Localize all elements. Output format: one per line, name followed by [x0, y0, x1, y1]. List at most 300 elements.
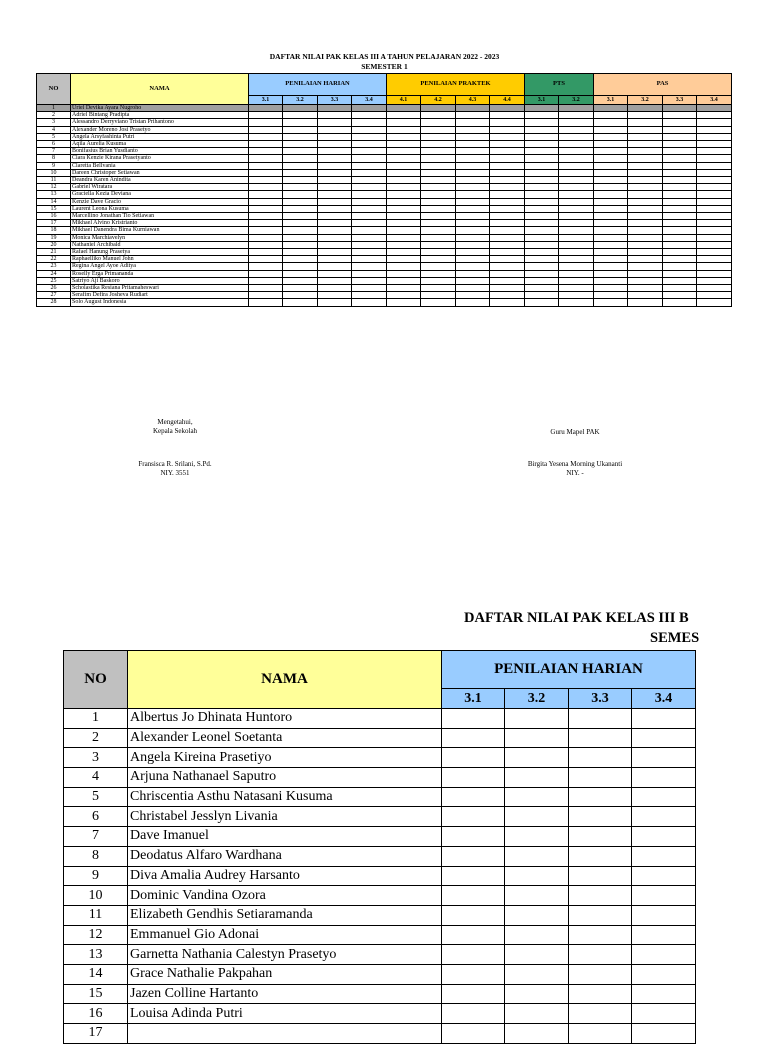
grade-cell[interactable]: [490, 184, 525, 191]
cell-no[interactable]: 12: [64, 925, 128, 945]
grade-cell[interactable]: [594, 198, 628, 205]
grade-cell[interactable]: [318, 220, 352, 227]
grade-cell[interactable]: [559, 105, 594, 112]
grade-cell[interactable]: [352, 148, 387, 155]
cell-name[interactable]: Aqila Aurelia Kusuma: [71, 141, 249, 148]
cell-no[interactable]: 1: [64, 709, 128, 729]
grade-cell[interactable]: [525, 148, 559, 155]
grade-cell[interactable]: [525, 169, 559, 176]
grade-cell[interactable]: [559, 263, 594, 270]
grade-cell[interactable]: [697, 112, 732, 119]
grade-cell[interactable]: [697, 220, 732, 227]
grade-cell[interactable]: [421, 184, 456, 191]
grade-cell[interactable]: [249, 292, 283, 299]
grade-cell[interactable]: [442, 925, 505, 945]
table-row[interactable]: [37, 119, 732, 126]
grade-cell[interactable]: [697, 105, 732, 112]
grade-cell[interactable]: [663, 256, 697, 263]
grade-cell[interactable]: [663, 177, 697, 184]
grade-cell[interactable]: [505, 807, 569, 827]
grade-cell[interactable]: [628, 198, 663, 205]
grade-cell[interactable]: [249, 299, 283, 306]
grade-cell[interactable]: [456, 141, 490, 148]
grade-cell[interactable]: [387, 148, 421, 155]
cell-name[interactable]: Mikhael Danendra Bima Kurniawan: [71, 227, 249, 234]
grade-cell[interactable]: [569, 827, 632, 847]
cell-name[interactable]: Albertus Jo Dhinata Huntoro: [128, 709, 442, 729]
grade-cell[interactable]: [505, 728, 569, 748]
grade-cell[interactable]: [249, 112, 283, 119]
grade-cell[interactable]: [490, 105, 525, 112]
table-row[interactable]: [37, 277, 732, 284]
grade-cell[interactable]: [632, 984, 696, 1004]
table-row[interactable]: [37, 213, 732, 220]
grade-cell[interactable]: [628, 285, 663, 292]
grade-cell[interactable]: [352, 205, 387, 212]
grade-cell[interactable]: [456, 184, 490, 191]
header-no[interactable]: NO: [64, 651, 128, 709]
cell-no[interactable]: 4: [37, 126, 71, 133]
grade-cell[interactable]: [456, 299, 490, 306]
grade-cell[interactable]: [594, 292, 628, 299]
grade-cell[interactable]: [249, 241, 283, 248]
cell-no[interactable]: 1: [37, 105, 71, 112]
grade-cell[interactable]: [387, 184, 421, 191]
grade-cell[interactable]: [490, 277, 525, 284]
grade-cell[interactable]: [697, 162, 732, 169]
grade-cell[interactable]: [352, 213, 387, 220]
grade-cell[interactable]: [525, 205, 559, 212]
grade-cell[interactable]: [663, 133, 697, 140]
grade-cell[interactable]: [569, 1004, 632, 1024]
grade-cell[interactable]: [569, 748, 632, 768]
cell-name[interactable]: Dareen Christoper Setiawan: [71, 169, 249, 176]
grade-cell[interactable]: [249, 263, 283, 270]
grade-cell[interactable]: [283, 141, 318, 148]
grade-cell[interactable]: [421, 119, 456, 126]
grade-cell[interactable]: [559, 177, 594, 184]
grade-cell[interactable]: [387, 213, 421, 220]
cell-name[interactable]: Monica Marchiavelyn: [71, 234, 249, 241]
grade-cell[interactable]: [318, 191, 352, 198]
grade-cell[interactable]: [456, 105, 490, 112]
grade-cell[interactable]: [628, 112, 663, 119]
cell-no[interactable]: 8: [37, 155, 71, 162]
grade-cell[interactable]: [456, 234, 490, 241]
grade-cell[interactable]: [283, 220, 318, 227]
grade-cell[interactable]: [421, 105, 456, 112]
grade-cell[interactable]: [318, 169, 352, 176]
grade-cell[interactable]: [249, 155, 283, 162]
grade-cell[interactable]: [663, 234, 697, 241]
table-row[interactable]: [64, 886, 696, 906]
grade-cell[interactable]: [456, 177, 490, 184]
grade-cell[interactable]: [697, 256, 732, 263]
cell-no[interactable]: 14: [64, 964, 128, 984]
grade-cell[interactable]: [632, 964, 696, 984]
grade-cell[interactable]: [663, 162, 697, 169]
grade-cell[interactable]: [387, 119, 421, 126]
grade-cell[interactable]: [525, 133, 559, 140]
grade-cell[interactable]: [628, 234, 663, 241]
cell-no[interactable]: 18: [37, 227, 71, 234]
header-nama[interactable]: NAMA: [128, 651, 442, 709]
grade-cell[interactable]: [456, 220, 490, 227]
grade-cell[interactable]: [569, 945, 632, 965]
grade-cell[interactable]: [663, 126, 697, 133]
grade-cell[interactable]: [525, 162, 559, 169]
grade-cell[interactable]: [283, 119, 318, 126]
grade-cell[interactable]: [387, 141, 421, 148]
grade-cell[interactable]: [421, 205, 456, 212]
grade-cell[interactable]: [569, 846, 632, 866]
cell-name[interactable]: Jazen Colline Hartanto: [128, 984, 442, 1004]
grade-cell[interactable]: [318, 205, 352, 212]
grade-cell[interactable]: [249, 126, 283, 133]
grade-cell[interactable]: [697, 270, 732, 277]
table-row[interactable]: [37, 133, 732, 140]
cell-name[interactable]: Emmanuel Gio Adonai: [128, 925, 442, 945]
cell-name[interactable]: Roselly Erga Primananda: [71, 270, 249, 277]
grade-cell[interactable]: [283, 191, 318, 198]
cell-no[interactable]: 21: [37, 249, 71, 256]
grade-cell[interactable]: [559, 227, 594, 234]
grade-cell[interactable]: [421, 148, 456, 155]
grade-cell[interactable]: [594, 241, 628, 248]
grade-cell[interactable]: [456, 148, 490, 155]
cell-name[interactable]: Dominic Vandina Ozora: [128, 886, 442, 906]
grade-cell[interactable]: [387, 285, 421, 292]
cell-no[interactable]: 2: [64, 728, 128, 748]
grade-cell[interactable]: [249, 213, 283, 220]
grade-cell[interactable]: [697, 292, 732, 299]
grade-cell[interactable]: [559, 270, 594, 277]
grade-cell[interactable]: [628, 292, 663, 299]
grade-cell[interactable]: [697, 141, 732, 148]
grade-cell[interactable]: [490, 213, 525, 220]
grade-cell[interactable]: [283, 198, 318, 205]
grade-cell[interactable]: [505, 827, 569, 847]
grade-cell[interactable]: [697, 155, 732, 162]
cell-no[interactable]: 11: [37, 177, 71, 184]
grade-cell[interactable]: [697, 227, 732, 234]
grade-cell[interactable]: [697, 285, 732, 292]
grade-cell[interactable]: [594, 105, 628, 112]
grade-cell[interactable]: [505, 984, 569, 1004]
grade-cell[interactable]: [490, 148, 525, 155]
grade-cell[interactable]: [628, 133, 663, 140]
grade-cell[interactable]: [559, 119, 594, 126]
grade-cell[interactable]: [283, 112, 318, 119]
cell-name[interactable]: Kenzie Dave Gracio: [71, 198, 249, 205]
grade-cell[interactable]: [697, 249, 732, 256]
table-row[interactable]: [37, 162, 732, 169]
grade-cell[interactable]: [318, 270, 352, 277]
grade-cell[interactable]: [283, 256, 318, 263]
header-nama[interactable]: NAMA: [71, 74, 249, 105]
grade-cell[interactable]: [352, 162, 387, 169]
grade-cell[interactable]: [456, 191, 490, 198]
grade-cell[interactable]: [663, 249, 697, 256]
grade-cell[interactable]: [318, 292, 352, 299]
grade-cell[interactable]: [352, 198, 387, 205]
table-row[interactable]: [64, 1024, 696, 1044]
grade-cell[interactable]: [663, 205, 697, 212]
grade-cell[interactable]: [490, 126, 525, 133]
table-row[interactable]: [37, 227, 732, 234]
grade-cell[interactable]: [559, 169, 594, 176]
grade-cell[interactable]: [663, 105, 697, 112]
grade-cell[interactable]: [283, 184, 318, 191]
cell-name[interactable]: Raphaelliko Manuel John: [71, 256, 249, 263]
grade-cell[interactable]: [249, 133, 283, 140]
cell-no[interactable]: 7: [64, 827, 128, 847]
grade-cell[interactable]: [632, 925, 696, 945]
grade-cell[interactable]: [456, 205, 490, 212]
cell-name[interactable]: Satriyo Aji Baskoro: [71, 277, 249, 284]
grade-cell[interactable]: [442, 748, 505, 768]
grade-cell[interactable]: [697, 277, 732, 284]
grade-cell[interactable]: [594, 119, 628, 126]
grade-cell[interactable]: [663, 213, 697, 220]
grade-cell[interactable]: [525, 249, 559, 256]
grade-cell[interactable]: [490, 205, 525, 212]
grade-cell[interactable]: [559, 285, 594, 292]
grade-cell[interactable]: [632, 1004, 696, 1024]
table-row[interactable]: [64, 827, 696, 847]
grade-cell[interactable]: [559, 133, 594, 140]
grade-cell[interactable]: [318, 256, 352, 263]
grade-cell[interactable]: [505, 1024, 569, 1044]
sub-header[interactable]: 3.1: [594, 96, 628, 105]
grade-cell[interactable]: [249, 285, 283, 292]
grade-cell[interactable]: [318, 119, 352, 126]
grade-cell[interactable]: [697, 241, 732, 248]
grade-cell[interactable]: [387, 191, 421, 198]
cell-no[interactable]: 9: [37, 162, 71, 169]
table-row[interactable]: [37, 191, 732, 198]
grade-cell[interactable]: [352, 220, 387, 227]
grade-cell[interactable]: [456, 270, 490, 277]
grade-cell[interactable]: [283, 263, 318, 270]
grade-cell[interactable]: [283, 277, 318, 284]
grade-cell[interactable]: [569, 787, 632, 807]
grade-cell[interactable]: [442, 984, 505, 1004]
grade-cell[interactable]: [442, 807, 505, 827]
grade-cell[interactable]: [632, 748, 696, 768]
grade-cell[interactable]: [318, 263, 352, 270]
grade-cell[interactable]: [628, 263, 663, 270]
grade-cell[interactable]: [387, 198, 421, 205]
grade-cell[interactable]: [249, 227, 283, 234]
grade-cell[interactable]: [456, 169, 490, 176]
grade-cell[interactable]: [387, 133, 421, 140]
cell-no[interactable]: 24: [37, 270, 71, 277]
grade-cell[interactable]: [352, 249, 387, 256]
grade-cell[interactable]: [663, 141, 697, 148]
grade-cell[interactable]: [663, 285, 697, 292]
grade-cell[interactable]: [594, 169, 628, 176]
grade-cell[interactable]: [697, 263, 732, 270]
grade-cell[interactable]: [559, 126, 594, 133]
cell-no[interactable]: 11: [64, 905, 128, 925]
grade-cell[interactable]: [442, 1004, 505, 1024]
cell-name[interactable]: Alexander Leonel Soetanta: [128, 728, 442, 748]
grade-cell[interactable]: [663, 270, 697, 277]
cell-no[interactable]: 26: [37, 285, 71, 292]
sub-header[interactable]: 3.3: [569, 689, 632, 709]
cell-name[interactable]: Alessandro Derryviano Tristan Prihantono: [71, 119, 249, 126]
grade-cell[interactable]: [628, 177, 663, 184]
cell-name[interactable]: Scholastika Resiana Pritamaheswari: [71, 285, 249, 292]
grade-cell[interactable]: [318, 148, 352, 155]
grade-cell[interactable]: [283, 105, 318, 112]
grade-cell[interactable]: [352, 169, 387, 176]
grade-cell[interactable]: [559, 162, 594, 169]
grade-cell[interactable]: [249, 220, 283, 227]
grade-cell[interactable]: [490, 141, 525, 148]
grade-cell[interactable]: [421, 220, 456, 227]
grade-cell[interactable]: [628, 148, 663, 155]
cell-name[interactable]: Serafim Defira Josheva Rudiart: [71, 292, 249, 299]
grade-cell[interactable]: [318, 162, 352, 169]
grade-cell[interactable]: [632, 945, 696, 965]
grade-cell[interactable]: [663, 227, 697, 234]
header-penilaian-harian[interactable]: PENILAIAN HARIAN: [249, 74, 387, 96]
grade-cell[interactable]: [525, 198, 559, 205]
cell-no[interactable]: 15: [37, 205, 71, 212]
grade-cell[interactable]: [628, 220, 663, 227]
grade-cell[interactable]: [456, 133, 490, 140]
cell-name[interactable]: Uriel Devika Ayara Nugroho: [71, 105, 249, 112]
grade-cell[interactable]: [632, 866, 696, 886]
grade-cell[interactable]: [249, 162, 283, 169]
grade-cell[interactable]: [490, 270, 525, 277]
grade-cell[interactable]: [249, 191, 283, 198]
cell-name[interactable]: Deodatus Alfaro Wardhana: [128, 846, 442, 866]
header-penilaian-praktek[interactable]: PENILAIAN PRAKTEK: [387, 74, 525, 96]
grade-cell[interactable]: [628, 191, 663, 198]
grade-cell[interactable]: [594, 148, 628, 155]
grade-cell[interactable]: [628, 155, 663, 162]
grade-cell[interactable]: [594, 277, 628, 284]
table-row[interactable]: [64, 1004, 696, 1024]
grade-cell[interactable]: [421, 270, 456, 277]
grade-cell[interactable]: [559, 191, 594, 198]
grade-cell[interactable]: [249, 277, 283, 284]
cell-name[interactable]: Marcellino Jonathan Tio Setiawan: [71, 213, 249, 220]
cell-name[interactable]: Angela Kireina Prasetiyo: [128, 748, 442, 768]
grade-cell[interactable]: [697, 184, 732, 191]
grade-cell[interactable]: [387, 299, 421, 306]
grade-cell[interactable]: [697, 148, 732, 155]
table-row[interactable]: [64, 925, 696, 945]
table-row[interactable]: [37, 184, 732, 191]
grade-cell[interactable]: [525, 155, 559, 162]
grade-cell[interactable]: [525, 292, 559, 299]
grade-cell[interactable]: [490, 119, 525, 126]
grade-cell[interactable]: [249, 198, 283, 205]
grade-cell[interactable]: [352, 299, 387, 306]
sub-header[interactable]: 3.4: [352, 96, 387, 105]
cell-no[interactable]: 13: [64, 945, 128, 965]
table-row[interactable]: [64, 807, 696, 827]
grade-cell[interactable]: [352, 177, 387, 184]
grade-cell[interactable]: [352, 184, 387, 191]
grade-cell[interactable]: [421, 292, 456, 299]
grade-cell[interactable]: [697, 126, 732, 133]
table-row[interactable]: [37, 241, 732, 248]
grade-cell[interactable]: [505, 768, 569, 788]
cell-name[interactable]: Christabel Jesslyn Livania: [128, 807, 442, 827]
grade-cell[interactable]: [628, 227, 663, 234]
grade-cell[interactable]: [352, 241, 387, 248]
grade-cell[interactable]: [249, 205, 283, 212]
grade-cell[interactable]: [697, 133, 732, 140]
grade-cell[interactable]: [632, 728, 696, 748]
cell-name[interactable]: Gabriel Wiratara: [71, 184, 249, 191]
grade-cell[interactable]: [559, 256, 594, 263]
grade-cell[interactable]: [628, 213, 663, 220]
cell-no[interactable]: 9: [64, 866, 128, 886]
cell-no[interactable]: 25: [37, 277, 71, 284]
cell-name[interactable]: Adriel Bintang Pradipta: [71, 112, 249, 119]
cell-no[interactable]: 23: [37, 263, 71, 270]
table-row[interactable]: [37, 112, 732, 119]
grade-cell[interactable]: [249, 148, 283, 155]
grade-cell[interactable]: [628, 249, 663, 256]
table-row[interactable]: [64, 787, 696, 807]
grade-cell[interactable]: [387, 277, 421, 284]
grade-cell[interactable]: [352, 119, 387, 126]
grade-cell[interactable]: [525, 256, 559, 263]
table-row[interactable]: [37, 220, 732, 227]
cell-name[interactable]: [128, 1024, 442, 1044]
grade-cell[interactable]: [318, 177, 352, 184]
grade-cell[interactable]: [421, 234, 456, 241]
grade-cell[interactable]: [663, 292, 697, 299]
table-row[interactable]: [37, 155, 732, 162]
grade-cell[interactable]: [559, 155, 594, 162]
grade-cell[interactable]: [594, 141, 628, 148]
grade-cell[interactable]: [421, 263, 456, 270]
grade-cell[interactable]: [249, 177, 283, 184]
grade-cell[interactable]: [283, 169, 318, 176]
grade-cell[interactable]: [505, 905, 569, 925]
table-row[interactable]: [37, 198, 732, 205]
sub-header[interactable]: 4.2: [421, 96, 456, 105]
grade-cell[interactable]: [663, 169, 697, 176]
table-row[interactable]: [37, 292, 732, 299]
grade-cell[interactable]: [594, 299, 628, 306]
table-row[interactable]: [37, 256, 732, 263]
grade-cell[interactable]: [525, 227, 559, 234]
grade-cell[interactable]: [352, 285, 387, 292]
cell-name[interactable]: Grace Nathalie Pakpahan: [128, 964, 442, 984]
grade-cell[interactable]: [632, 846, 696, 866]
grade-cell[interactable]: [387, 177, 421, 184]
sub-header[interactable]: 3.2: [628, 96, 663, 105]
grade-cell[interactable]: [421, 126, 456, 133]
grade-cell[interactable]: [490, 299, 525, 306]
grade-cell[interactable]: [663, 277, 697, 284]
cell-name[interactable]: Angela Arsyfashinta Putri: [71, 133, 249, 140]
cell-name[interactable]: Solo August Indonesia: [71, 299, 249, 306]
grade-cell[interactable]: [318, 112, 352, 119]
grade-cell[interactable]: [442, 787, 505, 807]
grade-cell[interactable]: [594, 263, 628, 270]
grade-cell[interactable]: [663, 184, 697, 191]
